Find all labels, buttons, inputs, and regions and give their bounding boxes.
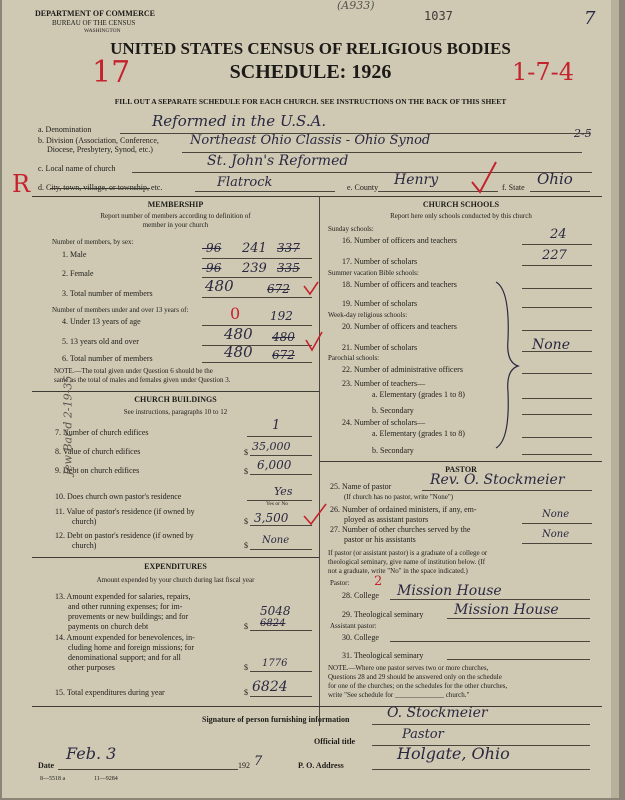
- q31-label: 31. Theological seminary: [342, 651, 424, 660]
- q13-struck: 6824: [260, 618, 286, 629]
- q11-value: 3,500: [254, 511, 289, 525]
- q14-label-3: denominational support; and for all: [68, 653, 181, 662]
- red-check-membership: [300, 280, 340, 360]
- red-r-mark: R: [12, 170, 31, 198]
- pastor-note-2: Questions 28 and 29 should be answered only on the schedule: [328, 673, 502, 681]
- department-label: DEPARTMENT OF COMMERCE: [35, 9, 156, 18]
- membership-subheading-2: member in your church: [142, 221, 209, 229]
- pastor-note-4: write "See schedule for ______________ church.": [328, 691, 470, 699]
- q14-label-1: 14. Amount expended for benevolences, in-: [55, 633, 195, 642]
- census-schedule-sheet: [2, 0, 619, 798]
- q7-label: 7. Number of church edifices: [55, 428, 149, 437]
- q5-struck: 480: [272, 330, 295, 344]
- q23b-label: b. Secondary: [372, 406, 414, 415]
- q10-label: 10. Does church own pastor's residence: [55, 492, 182, 501]
- q1-value: 241: [242, 241, 267, 256]
- q24a-label: a. Elementary (grades 1 to 8): [372, 429, 465, 438]
- city-value: Flatrock: [217, 175, 273, 190]
- county-label: e. County: [347, 183, 379, 192]
- address-label: P. O. Address: [298, 761, 344, 770]
- division-label: b. Division (Association, Conference,: [38, 136, 159, 145]
- q24b-label: b. Secondary: [372, 446, 414, 455]
- official-title-value: Pastor: [402, 727, 444, 742]
- membership-note-1: NOTE.—The total given under Question 6 should be the: [54, 367, 213, 375]
- q12-dollar: $: [244, 541, 248, 550]
- q16-value: 24: [550, 227, 567, 242]
- q9-dollar: $: [244, 467, 248, 476]
- q13-label-3: provements or new buildings; and for: [68, 612, 189, 621]
- q13-dollar: $: [244, 622, 248, 631]
- q9-value: 6,000: [257, 458, 292, 472]
- margin-pencil-note: Jew Bar'd 2-19-35: [61, 375, 75, 476]
- denomination-value: Reformed in the U.S.A.: [152, 112, 327, 130]
- q26-label-2: ployed as assistant pastors: [344, 515, 429, 524]
- q22-label: 22. Number of administrative officers: [342, 365, 463, 374]
- q14-label-4: other purposes: [68, 663, 115, 672]
- state-label: f. State: [502, 183, 525, 192]
- county-value: Henry: [394, 172, 439, 188]
- city-label-field: d. City, town, village, or township, etc.: [38, 183, 163, 192]
- q13-value: 5048: [260, 604, 291, 618]
- q2-struck: 335: [277, 261, 300, 275]
- denomination-label: a. Denomination: [38, 125, 92, 134]
- q13-label-2: and other running expenses; for im-: [68, 602, 183, 611]
- q5-label: 5. 13 years old and over: [62, 337, 139, 346]
- date-value: Feb. 3: [66, 744, 117, 763]
- red-check-mark: [470, 160, 500, 196]
- q29-label: 29. Theological seminary: [342, 610, 424, 619]
- q6-label: 6. Total number of members: [62, 354, 153, 363]
- q25-hint: (If church has no pastor, write "None"): [344, 493, 454, 501]
- form-number: 8—5518 a: [40, 776, 66, 782]
- red-number-left: 17: [92, 55, 131, 90]
- q28-value: Mission House: [397, 583, 502, 599]
- division-mark: 2-5: [574, 127, 592, 140]
- q1-label: 1. Male: [62, 250, 87, 259]
- q16-label: 16. Number of officers and teachers: [342, 236, 457, 245]
- q12-label-1: 12. Debt on pastor's residence (if owned by: [55, 531, 194, 540]
- pastor-heading: PASTOR: [445, 465, 477, 474]
- year-prefix: 192: [238, 761, 250, 770]
- by-age-label: Number of members under and over 13 years of:: [52, 306, 189, 314]
- q12-label-2: church): [72, 541, 97, 550]
- division-value: Northeast Ohio Classis - Ohio Synod: [190, 133, 431, 148]
- state-value: Ohio: [537, 170, 573, 188]
- q23a-label: a. Elementary (grades 1 to 8): [372, 390, 465, 399]
- date-label: Date: [38, 761, 54, 770]
- q4-label: 4. Under 13 years of age: [62, 317, 141, 326]
- q1-pencil: -96: [202, 241, 222, 255]
- q12-value: None: [262, 535, 290, 546]
- q27-label-1: 27. Number of other churches served by the: [330, 525, 471, 534]
- q26-label-1: 26. Number of ordained ministers, if any, em-: [330, 505, 477, 514]
- q30-label: 30. College: [342, 633, 379, 642]
- q4-value: 192: [270, 309, 293, 323]
- none-brace: [492, 280, 522, 450]
- q3-struck: 672: [267, 282, 290, 296]
- red-code-right: 1-7-4: [512, 58, 575, 86]
- q19-label: 19. Number of scholars: [342, 299, 418, 308]
- address-value: Holgate, Ohio: [397, 744, 510, 763]
- schedule-title: SCHEDULE: 1926: [229, 61, 392, 83]
- q5-value: 480: [224, 325, 253, 343]
- expenditures-heading: EXPENDITURES: [144, 562, 207, 571]
- q3-value: 480: [205, 277, 234, 295]
- q15-value: 6824: [252, 679, 288, 695]
- sunday-schools-label: Sunday schools:: [328, 225, 374, 233]
- graduate-note-3: not a graduate, write "No" in the space indicated.): [328, 567, 468, 575]
- summer-schools-label: Summer vacation Bible schools:: [328, 269, 419, 277]
- q25-value: Rev. O. Stockmeier: [430, 472, 565, 488]
- q1-struck: 337: [277, 241, 300, 255]
- parochial-schools-label: Parochial schools:: [328, 354, 380, 362]
- graduate-note-2: theological seminary, give name of institution below. (If: [328, 558, 486, 566]
- signature-value: O. Stockmeier: [387, 705, 488, 721]
- official-title-label: Official title: [314, 737, 356, 746]
- membership-heading: MEMBERSHIP: [147, 200, 204, 209]
- q13-label-1: 13. Amount expended for salaries, repairs,: [55, 592, 191, 601]
- instruction-line: FILL OUT A SEPARATE SCHEDULE FOR EACH CHURCH. SEE INSTRUCTIONS ON THE BACK OF THIS SHEET: [114, 97, 507, 106]
- city-label: WASHINGTON: [84, 28, 121, 34]
- division-label-2: Diocese, Presbytery, Synod, etc.): [47, 145, 153, 154]
- q9-label: 9. Debt on church edifices: [55, 466, 140, 475]
- expenditures-subheading: Amount expended by your church during last fiscal year: [96, 576, 255, 584]
- q8-value: 35,000: [252, 440, 291, 453]
- graduate-note-1: If pastor (or assistant pastor) is a graduate of a college or: [328, 549, 488, 557]
- q20-label: 20. Number of officers and teachers: [342, 322, 457, 331]
- q11-label-2: church): [72, 517, 97, 526]
- form-title: UNITED STATES CENSUS OF RELIGIOUS BODIES: [110, 39, 511, 58]
- q4-red-zero: 0: [230, 304, 241, 323]
- q14-label-2: cluding home and foreign missions; for: [68, 643, 194, 652]
- local-name-value: St. John's Reformed: [207, 153, 349, 169]
- schools-subheading: Report here only schools conducted by this church: [390, 212, 532, 220]
- q17-value: 227: [542, 248, 567, 263]
- q17-label: 17. Number of scholars: [342, 257, 418, 266]
- print-number: 11—9284: [94, 776, 118, 782]
- weekday-schools-label: Week-day religious schools:: [328, 311, 408, 319]
- q29-value: Mission House: [454, 602, 559, 618]
- q28-red-mark: 2: [374, 574, 383, 589]
- buildings-heading: CHURCH BUILDINGS: [134, 395, 217, 404]
- q23-label: 23. Number of teachers—: [342, 379, 426, 388]
- q13-label-4: payments on church debt: [68, 622, 149, 631]
- q27-label-2: pastor or his assistants: [344, 535, 416, 544]
- q6-struck: 672: [272, 348, 295, 362]
- q2-pencil: -96: [202, 261, 222, 275]
- q2-label: 2. Female: [62, 269, 94, 278]
- local-name-label: c. Local name of church: [38, 164, 116, 173]
- q21-label: 21. Number of scholars: [342, 343, 418, 352]
- q11-dollar: $: [244, 517, 248, 526]
- membership-subheading-1: Report number of members according to definition of: [100, 212, 251, 220]
- q7-value: 1: [272, 418, 281, 433]
- corner-mark: 7: [584, 8, 596, 29]
- buildings-subheading: See instructions, paragraphs 10 to 12: [123, 408, 228, 416]
- q27-value: None: [542, 529, 570, 540]
- q14-dollar: $: [244, 663, 248, 672]
- assistant-subheading: Assistant pastor:: [330, 622, 377, 630]
- q10-value: Yes: [274, 485, 293, 498]
- q26-value: None: [542, 509, 570, 520]
- pencil-top-number: (A933): [337, 0, 375, 12]
- q25-label: 25. Name of pastor: [330, 482, 392, 491]
- q14-value: 1776: [262, 658, 288, 669]
- q6-value: 480: [224, 343, 253, 361]
- q15-dollar: $: [244, 688, 248, 697]
- by-sex-label: Number of members, by sex:: [52, 238, 134, 246]
- q18-label: 18. Number of officers and teachers: [342, 280, 457, 289]
- q11-label-1: 11. Value of pastor's residence (if owned by: [55, 507, 195, 516]
- signature-label: Signature of person furnishing information: [202, 715, 350, 724]
- stamp-number: 1037: [424, 9, 453, 23]
- pastor-subheading: Pastor:: [330, 579, 350, 587]
- q2-value: 239: [242, 261, 267, 276]
- bureau-label: BUREAU OF THE CENSUS: [52, 19, 136, 27]
- q10-hint: Yes or No: [266, 501, 289, 507]
- schools-heading: CHURCH SCHOOLS: [422, 200, 500, 209]
- q24-label: 24. Number of scholars—: [342, 418, 426, 427]
- q3-label: 3. Total number of members: [62, 289, 153, 298]
- q15-label: 15. Total expenditures during year: [55, 688, 165, 697]
- year-value: 7: [254, 754, 263, 769]
- red-check-pastor-residence: [302, 500, 332, 530]
- schools-none-value: None: [532, 337, 570, 353]
- pastor-note-3: for one of the churches; on the schedules for the other churches,: [328, 682, 508, 690]
- pastor-note-1: NOTE.—Where one pastor serves two or more churches,: [328, 664, 489, 672]
- q28-label: 28. College: [342, 591, 379, 600]
- q8-label: 8. Value of church edifices: [55, 447, 141, 456]
- membership-note-2: same as the total of males and females given under Question 3.: [54, 376, 231, 384]
- q8-dollar: $: [244, 448, 248, 457]
